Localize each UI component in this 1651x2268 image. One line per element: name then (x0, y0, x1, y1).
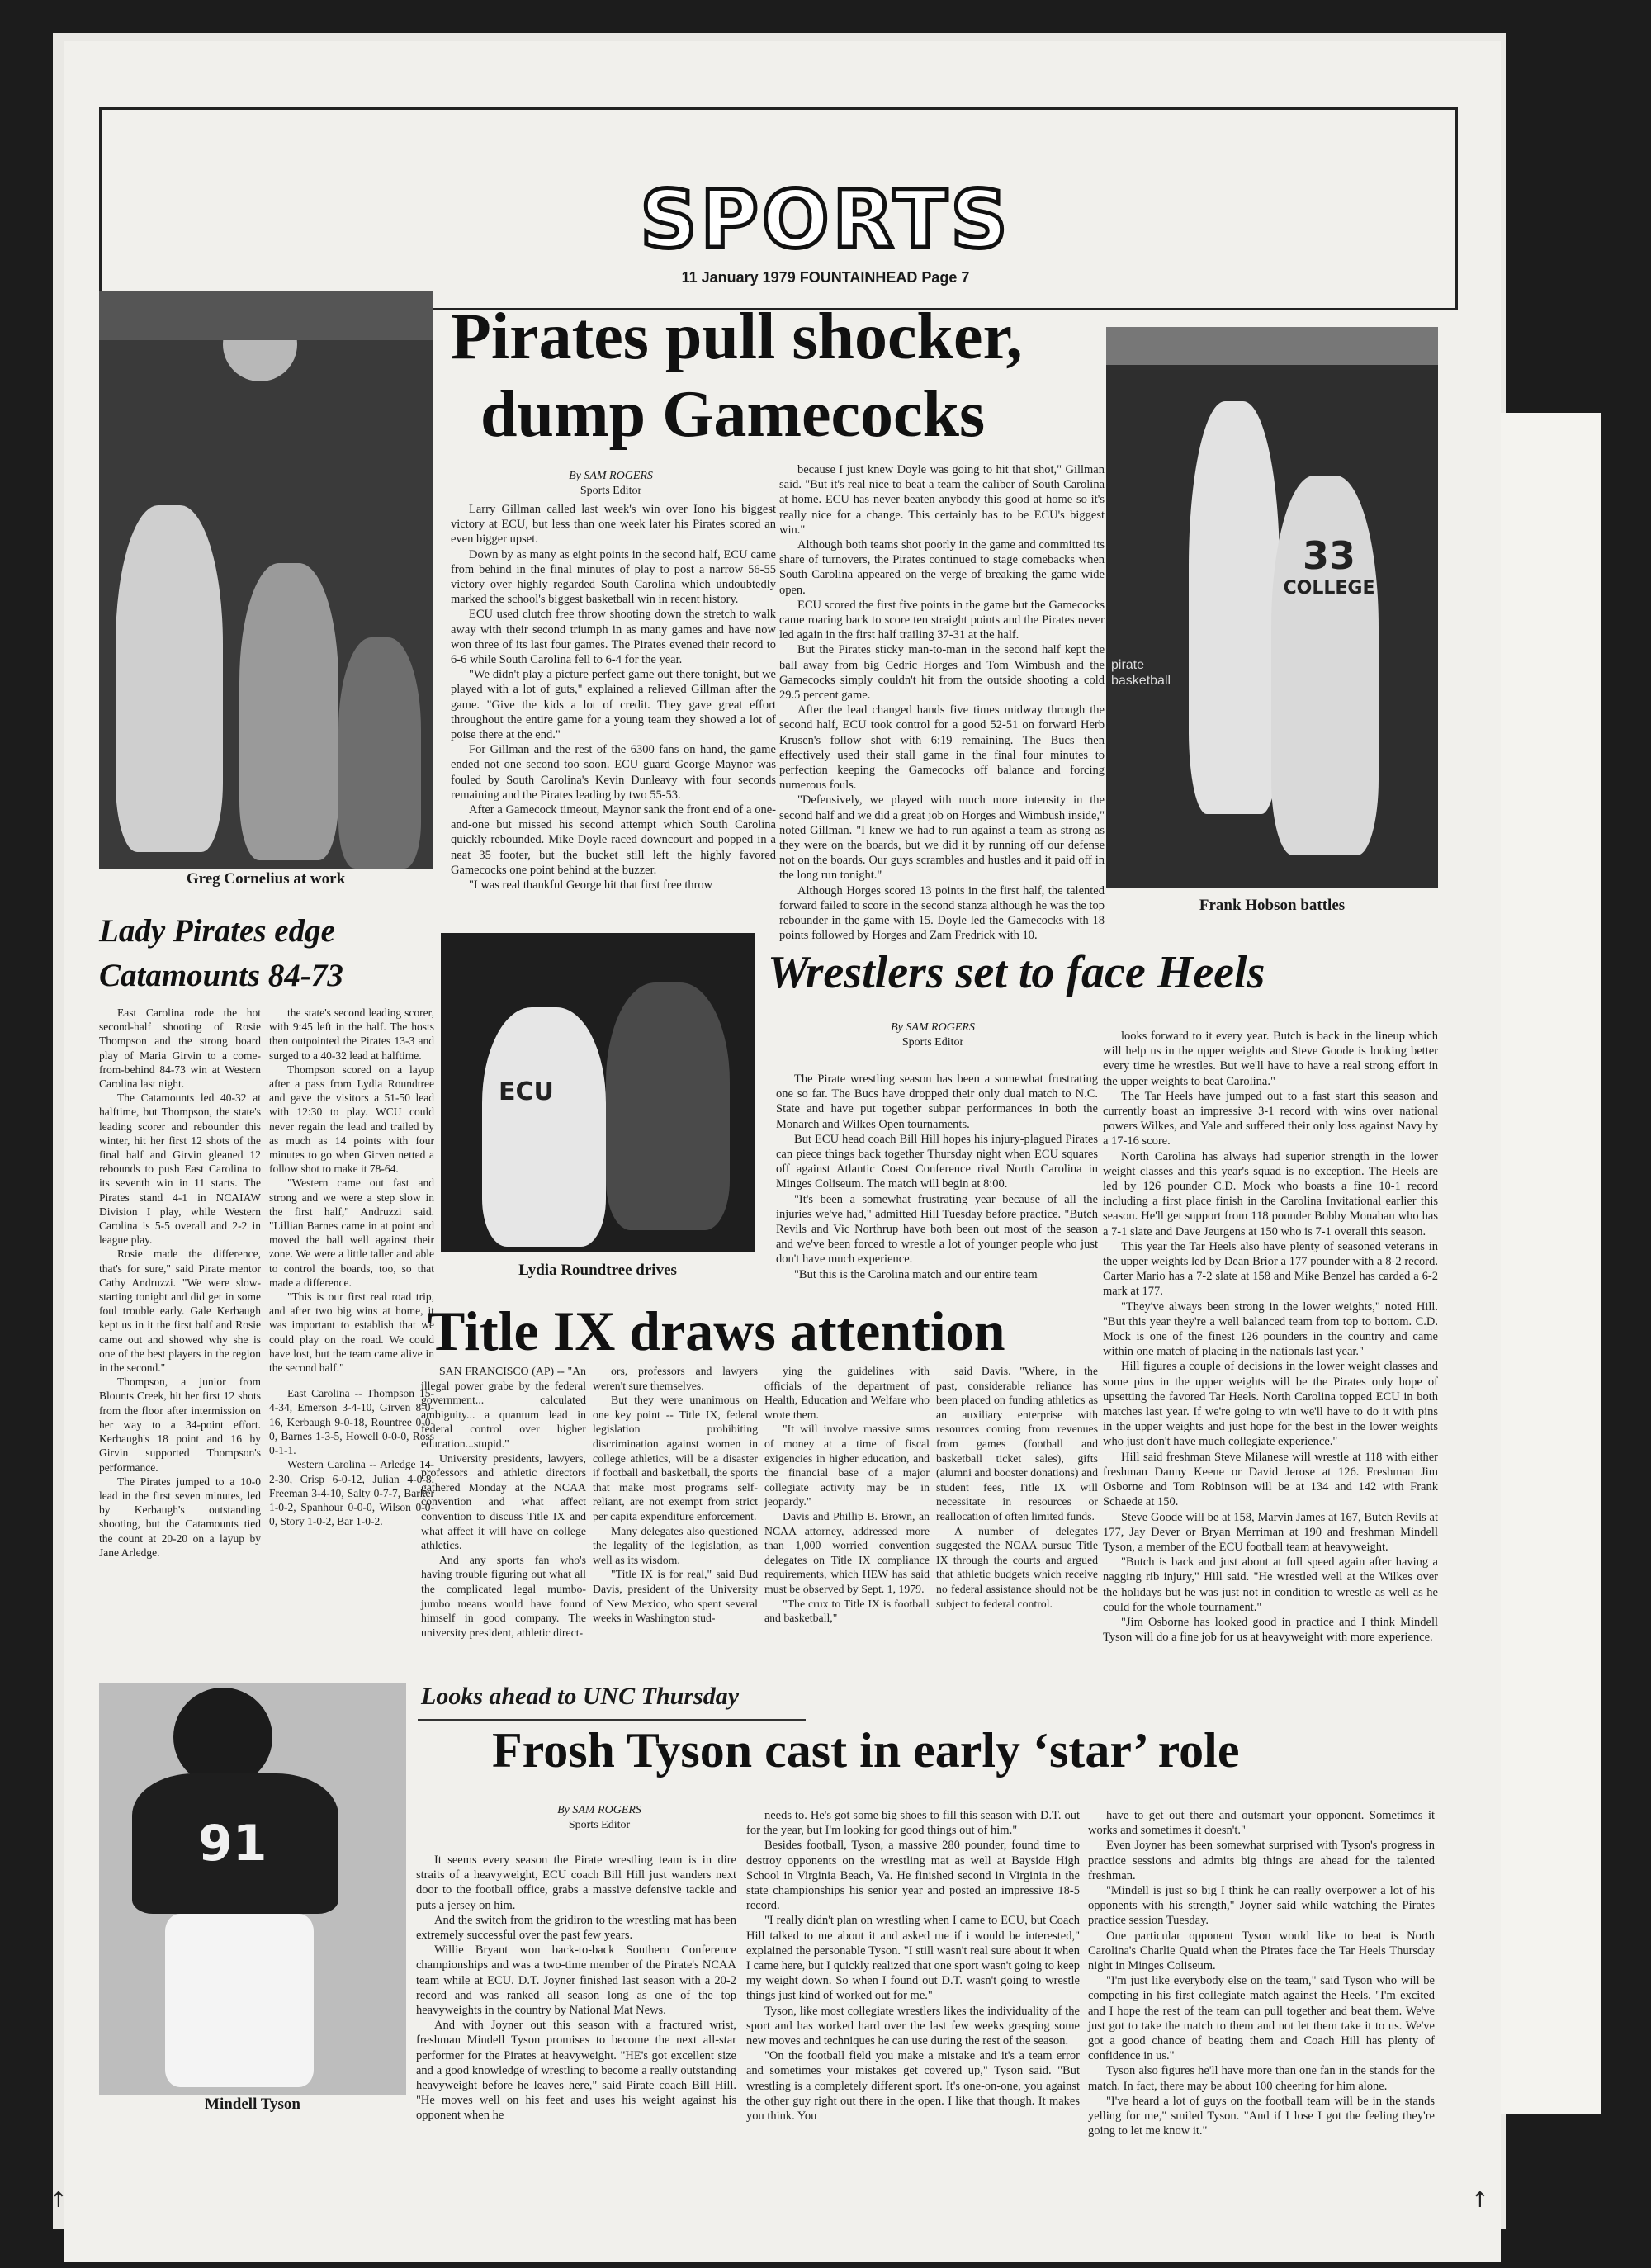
wrestlers-column-1 (776, 1072, 1098, 1290)
paragraph: Even Joyner has been somewhat surprised with Tyson's progress in practice sessions and admits big things are ahead for the talented freshman. (1088, 1839, 1435, 1882)
paragraph: But the Pirates sticky man-to-man in the second half kept the ball away from big Cedric Horges and Tom Wimbush and the Gamecocks simply couldn't hit from the outside shooting a cold 29.5 percent game. (779, 643, 1105, 703)
paragraph: "Western came out fast and strong and we were a step slow in the first half," Andruzzi said. "Lillian Barnes came in at point and moved the ball well against their zone. We were a little taller and able to control the boards, too, so that made a difference. (269, 1177, 434, 1289)
paragraph: After the lead changed hands five times midway through the second half, ECU took control for a good 52-51 on forward Herb Krusen's follow shot with 6:19 remaining. The Bucs then effectively used their stall game in the final four minutes to perfection keeping the Gamecocks off balance and forcing numerous fouls. (779, 703, 1105, 793)
caption-lydia-roundtree: Lydia Roundtree drives (518, 1262, 677, 1279)
paragraph: Davis and Phillip B. Brown, an NCAA attorney, addressed more than 1,000 worried convention delegates on Title IX compliance requirements, which HEW has said must be observed by Sept. 1, 1979. (764, 1509, 930, 1595)
title9-col3-body (764, 1364, 930, 1626)
paragraph: the state's second leading scorer, with 9:45 left in the half. The hosts then outpointed the Pirates 13-3 and surged to a 40-32 lead at halftime. (269, 1006, 434, 1062)
paragraph: Thompson, a junior from Blounts Creek, hit her first 12 shots from the floor after intermission on her way to a 34-point effort. Kerbaugh's 18 point and 16 by Girvin supported Thompson's performance. (99, 1375, 261, 1474)
paragraph: "It will involve massive sums of money at a time of fiscal exigencies in higher education, and the financial base of a major collegiate activity may be in jeopardy." (764, 1423, 930, 1508)
lady-col1-body (99, 1006, 261, 1560)
paragraph: "Defensively, we played with much more intensity in the second half and we did a great job on Horges and Wimbush inside," noted Gillman. "I knew we had to run against a team as strong as they were on the boards, but we did it by running off our defense not on the boards. Our guys scrambles and hustles and it paid off in the long run tonight." (779, 793, 1105, 883)
byline-title: Sports Editor (901, 1035, 964, 1049)
photo-frank-hobson (1106, 327, 1438, 888)
photo-lydia-roundtree (441, 933, 755, 1252)
title9-col1-body (421, 1364, 586, 1640)
headline-pirates-1: Pirates pull shocker, (451, 301, 1023, 373)
paragraph: Rosie made the difference, that's for sure," said Pirate mentor Cathy Andruzzi. "We were slow-starting tonight and did get in some foul trouble early. Gale Kerbaugh kept us in it the first half and Rosie came out and showed why she is one of the best players in the region in the second." (99, 1248, 261, 1375)
paragraph: The Catamounts led 40-32 at halftime, but Thompson, the state's leading scorer and rebounder this winter, hit her first 12 shots of the final half and Girvin gleaned 12 rebounds to push East Carolina to its seventh win in 11 starts. The Pirates stand 4-1 in NCAIAW Division I play, while Western Carolina is 5-5 overall and 2-2 in league play. (99, 1091, 261, 1247)
paragraph: "Butch is back and just about at full speed again after having a nagging rib injury," Hill said. "He wrestled well at the Wilkes over the holidays but he was just not in condition to wrestle as well as he could for the whole tournament." (1103, 1555, 1438, 1614)
title9-col4-body (936, 1364, 1098, 1611)
headline-pirates-2: dump Gamecocks (480, 378, 986, 451)
paragraph: Although Horges scored 13 points in the first half, the talented forward failed to score in the second stanza although he was the top rebounder in the game with 15. Doyle led the Gamecocks with 18 points followed by Horges and Zam Fredrick with 10. (779, 883, 1105, 943)
paragraph: And the switch from the gridiron to the wrestling mat has been extremely successful over the past few years. (416, 1913, 736, 1943)
up-arrow-icon: ↑ (50, 2188, 68, 2213)
paragraph: North Carolina has always had superior strength in the lower weight classes and this year's squad is no exception. The Heels are led by 126 pounder C.D. Mock who boasts a fine 10-1 record including a first place finish in the Carolina Invitational earlier this season. He'll get support from 118 pounder Bobby Monahan who has a 7-1 slate and Dave Jeurgens at 150 who is 7-1 overall this season. (1103, 1149, 1438, 1238)
byline-name: By SAM ROGERS (569, 470, 653, 482)
paragraph: "We didn't play a picture perfect game out there tonight, but we played with a lot of guts," explained a relieved Gillman after the game. "Give the kids a lot of credit. They gave great effort throughout the entire game for a young team they showed a lot of poise there at the end." (451, 668, 776, 742)
byline-name: By SAM ROGERS (557, 1804, 641, 1816)
paragraph: Down by as many as eight points in the second half, ECU came from behind in the final minutes of play to post a narrow 56-55 victory over highly regarded South Carolina which undoubtedly marked the school's biggest basketball win in recent history. (451, 547, 776, 607)
title9-column-3 (764, 1364, 930, 1671)
paragraph: have to get out there and outsmart your opponent. Sometimes it works and sometimes it doesn't." (1088, 1809, 1435, 1838)
tyson-column-1 (416, 1853, 736, 2183)
title9-col2-body (593, 1364, 758, 1626)
photo-mindell-tyson (99, 1683, 406, 2095)
paragraph: After a Gamecock timeout, Maynor sank the front end of a one-and-one but missed his second attempt which South Carolina quickly rebounded. Mike Doyle raced downcourt and popped in a neat 35 footer, but the bucket still left the highly favored Gamecocks one point behind at the buzzer. (451, 803, 776, 877)
caption-frank-hobson: Frank Hobson battles (1199, 897, 1346, 914)
paragraph: But they were unanimous on one key point -- Title IX, federal legislation prohibiting discrimination against women in college athletics, will be a disaster if football and basketball, the sports that make most programs self-reliant, are not exempt from strict per capita expenditure enforcement. (593, 1394, 758, 1522)
dateline: 11 January 1979 FOUNTAINHEAD Page 7 (681, 269, 970, 286)
paragraph: Larry Gillman called last week's win over Iono his biggest victory at ECU, but less than one week later his Pirates scored an even bigger upset. (451, 503, 776, 547)
paragraph: "I've heard a lot of guys on the football team will be in the stands yelling for me," smiled Tyson. "And if I lose I got the feeling they're going to let me know it." (1088, 2094, 1435, 2138)
paragraph: But ECU head coach Bill Hill hopes his injury-plagued Pirates can piece things back together Thursday night when ECU squares off against Atlantic Coast Conference rival North Carolina in Minges Coliseum. The match will begin at 8:00. (776, 1132, 1098, 1191)
byline-pirates (462, 469, 759, 498)
kicker-tyson: Looks ahead to UNC Thursday (421, 1683, 740, 1710)
paragraph: Hill said freshman Steve Milanese will wrestle at 118 with either freshman Danny Keene or David Jerose at 126. Freshman Jim Osborne and Tom Robinson will be at 134 and 142 with Frank Schaede at 150. (1103, 1450, 1438, 1509)
tyson-column-3 (1088, 1808, 1435, 2180)
paragraph: The Tar Heels have jumped out to a fast start this season and currently boast an impressive 3-1 record with wins over national powers Wilkes, and Yale and suffered their only loss against Navy by a 17-16 score. (1103, 1089, 1438, 1148)
tyson-col1-body (416, 1853, 736, 2124)
paragraph: One particular opponent Tyson would like to beat is North Carolina's Charlie Quaid when the Pirates face the Tar Heels Thursday night in Minges Coliseum. (1088, 1929, 1435, 1973)
byline-wrestlers (792, 1020, 1073, 1049)
byline-title: Sports Editor (568, 1818, 631, 1831)
tyson-col2-body (746, 1808, 1080, 2124)
caption-mindell-tyson: Mindell Tyson (205, 2095, 300, 2113)
paragraph: Tyson, like most collegiate wrestlers likes the individuality of the sport and has worked hard over the last few weeks grasping some new moves and techniques he can use during the rest of the season. (746, 2004, 1080, 2048)
paragraph: "The crux to Title IX is football and basketball," (764, 1597, 930, 1625)
paragraph: Willie Bryant won back-to-back Southern Conference championships and was a two-time member of the Pirate's NCAA team while at ECU. D.T. Joyner finished last season with a 20-2 record and was ranked all season long as one of the top heavyweights in the country by National Mat News. (416, 1944, 736, 2018)
jersey-number-33: 33 (1302, 533, 1355, 578)
wrestlers-column-2 (1103, 1029, 1438, 1699)
paragraph: "Jim Osborne has looked good in practice and I think Mindell Tyson will do a fine job for us at heavyweight with more experience. (1103, 1615, 1438, 1645)
paragraph: looks forward to it every year. Butch is back in the lineup which will help us in the upper weights and Steve Goode is looking better every time he wrestles. But we'll have to have a real strong effort in the upper weights to beat Carolina." (1103, 1030, 1438, 1088)
paragraph: Many delegates also questioned the legality of the legislation, as well as its wisdom. (593, 1524, 758, 1566)
paragraph: "It's been a somewhat frustrating year because of all the injuries we've had," admitted Hill Tuesday before practice. "Butch Revils and Vic Northrup have both been out most of the season and we've been forced to wrestle a lot of younger people who just don't have much experience. (776, 1192, 1098, 1267)
headline-wrestlers: Wrestlers set to face Heels (768, 947, 1265, 998)
up-arrow-icon: ↑ (1471, 2188, 1489, 2213)
paragraph: Western Carolina -- Arledge 14-2-30, Crisp 6-0-12, Julian 4-0-8, Freeman 3-4-10, Salty 0-7-7, Barker 1-0-2, Spanhour 0-0-0, Wilson 0-0-0, Story 1-0-2, Bar 1-0-2. (269, 1458, 434, 1528)
paragraph: And with Joyner out this season with a fractured wrist, freshman Mindell Tyson promises to become the next all-star performer for the Pirates at heavyweight. "HE's got excellent size and a good knowledge of wrestling to become a really outstanding heavyweight before he leaves here," said Pirate coach Bill Hill. "He moves well on his feet and uses his weight against his opponent when he (416, 2019, 736, 2123)
paragraph: For Gillman and the rest of the 6300 fans on hand, the game ended not one second too soon. ECU guard George Maynor was fouled by South Carolina's Kevin Dunleavy with four seconds remaining and the Pirates leading by two 55-53. (451, 743, 776, 802)
paragraph: "They've always been strong in the lower weights," noted Hill. "But this year they're a well balanced team from top to bottom. C.D. Mock is one of the finest 126 pounders in the country and came within one match of placing in the nationals last year." (1103, 1300, 1438, 1359)
pirates-column-2 (779, 462, 1105, 943)
headline-lady-pirates-2: Catamounts 84-73 (99, 958, 343, 993)
paragraph: Thompson scored on a layup after a pass from Lydia Roundtree and gave the visitors a 51-50 lead with 12:30 to play. WCU could never regain the lead and trailed by as much as 14 points with four minutes to go when Girven netted a follow shot to make it 78-64. (269, 1063, 434, 1176)
paragraph: ors, professors and lawyers weren't sure themselves. (593, 1365, 758, 1392)
paragraph: "Mindell is just so big I think he can really overpower a lot of his opponents with his strength," Joyner said while watching the Pirates practice session Tuesday. (1088, 1884, 1435, 1928)
paragraph: SAN FRANCISCO (AP) -- "An illegal power grabe by the federal government... calculated ambiguity... a quantum lead in federal control over higher education...stupid." (421, 1365, 586, 1450)
paragraph: Tyson also figures he'll have more than one fan in the stands for the match. In fact, there may be about 100 cheering for him alone. (1088, 2064, 1435, 2093)
paragraph: "I was real thankful George hit that first free throw (469, 878, 713, 893)
paragraph: "But this is the Carolina match and our entire team (794, 1267, 1038, 1281)
byline-tyson (459, 1803, 740, 1832)
paragraph: "I'm just like everybody else on the team," said Tyson who will be competing in his first collegiate match against the Heels. "I'm excited and I hope the rest of the team can pull together and beat them. We've just got to take the match to them and not let them take it to us. We've got a good chance of beating them and Coach Hill has plenty of confidence in us." (1088, 1974, 1435, 2063)
paragraph: And any sports fan who's having trouble figuring out what all the complicated legal mumbo-jumbo means would have found himself in good company. The university president, athletic direct- (421, 1553, 586, 1639)
title9-column-4 (936, 1364, 1098, 1671)
paragraph: University presidents, lawyers, professors and athletic directors gathered Monday at the NCAA convention and what affect convention to discuss Title IX and what affect it will have on college athletics. (421, 1451, 586, 1552)
pirates-column-1 (451, 502, 776, 908)
paragraph: "On the football field you make a mistake and it's a team error and sometimes your mistakes get covered up," Tyson said. "But wrestling is a completely different sport. It's one-on-one, you against the other guy right out there in the open. I like that though. It makes you think. You (746, 2049, 1080, 2124)
headline-tyson: Frosh Tyson cast in early ‘star’ role (492, 1723, 1240, 1778)
paragraph: "Title IX is for real," said Bud Davis, president of the University of New Mexico, who spent several weeks in Washington stud- (593, 1568, 758, 1625)
underlying-page-edge (1494, 413, 1601, 2114)
headline-lady-pirates-1: Lady Pirates edge (99, 913, 335, 949)
photo-greg-cornelius (99, 291, 433, 869)
paragraph: "I really didn't plan on wrestling when I came to ECU, but Coach Hill talked to me about it and asked me if i would be interested," explained the personable Tyson. "I still wasn't real sure about it when I came here, but I quickly realized that one sport wasn't going to keep my weight down. So when I found out D.T. wasn't going to wrestle things just kind of worked out for me." (746, 1914, 1080, 2003)
paragraph: Besides football, Tyson, a massive 280 pounder, found time to destroy opponents on the wrestling mat as well at Bayside High School in Virginia Beach, Va. He finished second in Virginia in the state championships his senior year and posted an impressive 18-5 record. (746, 1839, 1080, 1913)
lady-col2-body (269, 1006, 434, 1375)
tyson-col3-body (1088, 1808, 1435, 2138)
paragraph: East Carolina rode the hot second-half shooting of Rosie Thompson and the strong board play of Maria Girvin to a come-from-behind 84-73 win at Western Carolina last night. (99, 1006, 261, 1091)
paragraph: This year the Tar Heels also have plenty of seasoned veterans in the upper weights led by Dean Brior a 177 pounder with a 8-2 record. Carter Mario has a 7-2 slate at 158 and Mike Benzel has carded a 6-2 mark at 177. (1103, 1239, 1438, 1299)
paragraph: Although both teams shot poorly in the game and committed its share of turnovers, the Pirates continued to stage comebacks when South Carolina appeared on the verge of breaking the game wide open. (779, 538, 1105, 597)
paragraph: A number of delegates suggested the NCAA pursue Title IX through the courts and argued that athletic budgets which receive no federal assistance should not be subject to federal control. (936, 1524, 1098, 1610)
paragraph: said Davis. "Where, in the past, considerable reliance has been placed on funding athletics as an auxiliary enterprise with resources coming from revenues from games (football and basketball ticket sales), gifts (alumni and booster donations) and student fees, Title IX will necessitate in resources or reallocation of often limited funds. (936, 1365, 1098, 1522)
byline-title: Sports Editor (580, 484, 642, 497)
paragraph: East Carolina -- Thompson 15-4-34, Emerson 3-4-10, Girven 8-0-16, Kerbaugh 9-0-18, Rountree 0-0-0, Barnes 1-3-5, Howell 0-0-0, Ross 0-1-1. (269, 1387, 434, 1457)
paragraph: ECU used clutch free throw shooting down the stretch to walk away with their second triumph in as many games and have now won three of its last four games. The Pirates evened their record to 6-6 while South Carolina fell to 6-4 for the year. (451, 608, 776, 667)
paragraph: because I just knew Doyle was going to hit that shot," Gillman said. "But it's real nice to beat a team the caliber of South Carolina at home. ECU has never beaten anybody this good at home so it's really nice for a change. This certainly has to be ECU's biggest win." (779, 463, 1105, 537)
headline-title-ix: Title IX draws attention (428, 1300, 1005, 1362)
pirates-col2-body (779, 462, 1105, 944)
paragraph: It seems every season the Pirate wrestling team is in dire straits of a heavyweight, ECU coach Bill Hill just wanders next door to the football office, grabs a massive defensive tackle and puts a jersey on him. (416, 1854, 736, 1912)
lady-column-1 (99, 1006, 261, 1673)
paragraph: needs to. He's got some big shoes to fill this season with D.T. out for the year, but I'm looking for good things out of him." (746, 1809, 1080, 1838)
pirates-col1-body (451, 502, 776, 893)
lady-column-2 (269, 1006, 434, 1673)
wrestlers-col2-body (1103, 1029, 1438, 1645)
kicker-rule (418, 1719, 806, 1721)
tyson-column-2 (746, 1808, 1080, 2180)
title9-column-1 (421, 1364, 586, 1671)
paragraph: "This is our first real road trip, and after two big wins at home, it was important to establish that we could play on the road. We could have lost, but the team came alive in the second half." (269, 1290, 434, 1375)
paragraph: The Pirate wrestling season has been a somewhat frustrating one so far. The Bucs have dropped their only dual match to N.C. State and have put together subpar performances in both the Monarch and Wilkes Open tournaments. (776, 1072, 1098, 1131)
paragraph: Steve Goode will be at 158, Marvin James at 167, Butch Revils at 177, Jay Dever or Bryan Merriman at 190 and freshman Mindell Tyson, a member of the ECU football team at heavyweight. (1103, 1510, 1438, 1554)
lady-box-score (269, 1386, 434, 1528)
jersey-text-ecu: ECU (499, 1077, 554, 1106)
caption-greg-cornelius: Greg Cornelius at work (186, 870, 346, 888)
jersey-number-91: 91 (198, 1815, 267, 1873)
paragraph: ECU scored the first five points in the game but the Gamecocks came roaring back to score ten straight points and the Pirates never led again in the first half trailing 37-31 at the half. (779, 598, 1105, 642)
paragraph: The Pirates jumped to a 10-0 lead in the first seven minutes, led by Kerbaugh's outstanding shooting, but the Catamounts tied the count at 20-20 on a layup by Jane Arledge. (99, 1475, 261, 1559)
paragraph: ying the guidelines with officials of the department of Health, Education and Welfare who wrote them. (764, 1365, 930, 1421)
arena-sign: pirate basketball (1111, 658, 1171, 689)
wrestlers-col1-body (776, 1072, 1098, 1282)
section-title: SPORTS (640, 173, 1011, 266)
byline-name: By SAM ROGERS (891, 1021, 975, 1034)
jersey-text-college: COLLEGE (1283, 578, 1375, 599)
paragraph: Hill figures a couple of decisions in the lower weight classes and some pins in the upper weights will be the Pirates only hope of upsetting the favored Tar Heels. North Carolina topped ECU in both matches last year. If we're going to win we'll have to do it with pins in the upper weights and just hope for the best in the lower weights who just don't have much collegiate experience." (1103, 1360, 1438, 1449)
title9-column-2 (593, 1364, 758, 1671)
